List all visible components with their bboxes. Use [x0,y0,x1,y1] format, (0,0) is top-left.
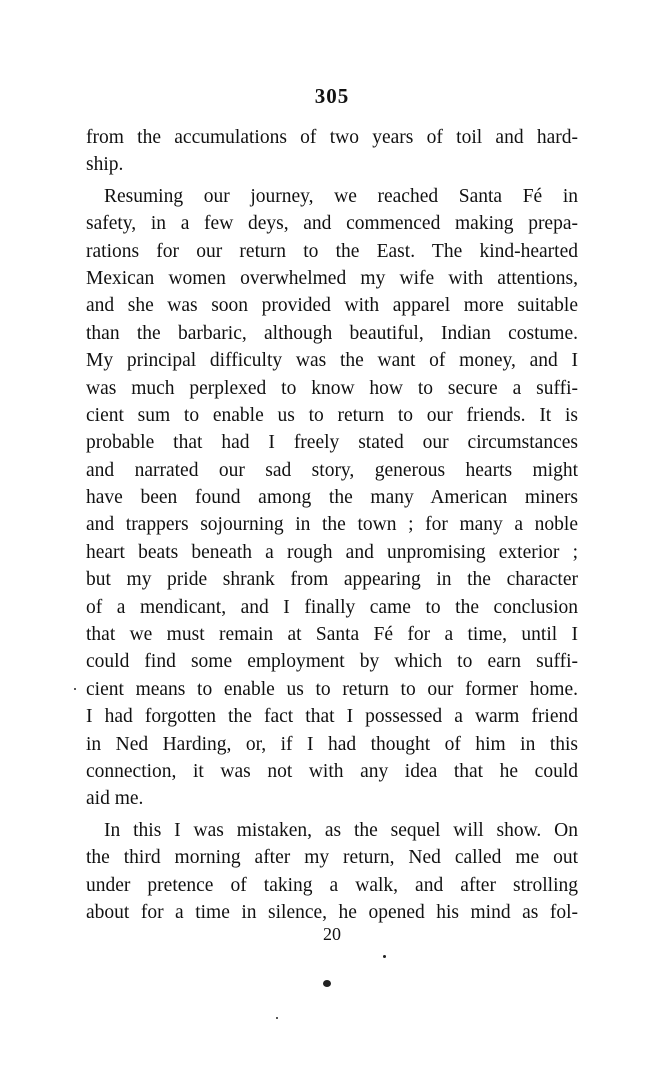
text-line: but my pride shrank from appearing in the character [86,569,578,591]
text-line: and narrated our sad story, generous hearts might [86,459,578,481]
text-line: rations for our return to the East. The kind-hearted [86,240,578,262]
text-line: In this I was mistaken, as the sequel will show. On [104,819,578,841]
text-line: under pretence of taking a walk, and after strolling [86,874,578,896]
text-line: ship. [86,154,124,176]
text-line: heart beats beneath a rough and unpromising exterior ; [86,541,578,563]
text-line: of a mendicant, and I finally came to the conclusion [86,596,578,618]
text-line: about for a time in silence, he opened his mind as fol- [86,901,578,923]
text-line: than the barbaric, although beautiful, Indian costume. [86,322,578,344]
text-line: connection, it was not with any idea that he could [86,760,578,782]
text-line: from the accumulations of two years of toil and hard- [86,127,578,148]
signature-mark: 20 [323,924,341,944]
text-line: was much perplexed to know how to secure a suffi- [86,377,578,399]
text-line: in Ned Harding, or, if I had thought of him in this [86,733,578,755]
text-line: My principal difficulty was the want of money, and I [86,350,578,372]
text-line: I had forgotten the fact that I possessed a warm friend [86,706,578,728]
page-number: 305 [314,84,350,108]
text-line: Resuming our journey, we reached Santa Fé in [104,185,578,207]
ink-speck [74,688,76,690]
text-line: could find some employment by which to earn suffi- [86,651,578,673]
ink-speck [323,980,331,987]
text-line: cient sum to enable us to return to our friends. It is [86,404,578,426]
text-line: and she was soon provided with apparel more suitable [86,295,578,317]
text-line: that we must remain at Santa Fé for a time, until I [86,624,578,646]
text-line: probable that had I freely stated our circumstances [86,432,578,454]
text-line: the third morning after my return, Ned called me out [86,847,578,869]
body-text [86,124,578,926]
ink-speck [276,1017,278,1019]
text-line: and trappers sojourning in the town ; for many a noble [86,514,578,536]
text-line: aid me. [86,788,144,810]
text-line: safety, in a few deys, and commenced making prepa- [86,213,578,235]
text-line: have been found among the many American miners [86,487,578,509]
text-line: cient means to enable us to return to our former home. [86,678,578,700]
text-line: Mexican women overwhelmed my wife with attentions, [86,267,578,289]
ink-speck [383,955,386,958]
